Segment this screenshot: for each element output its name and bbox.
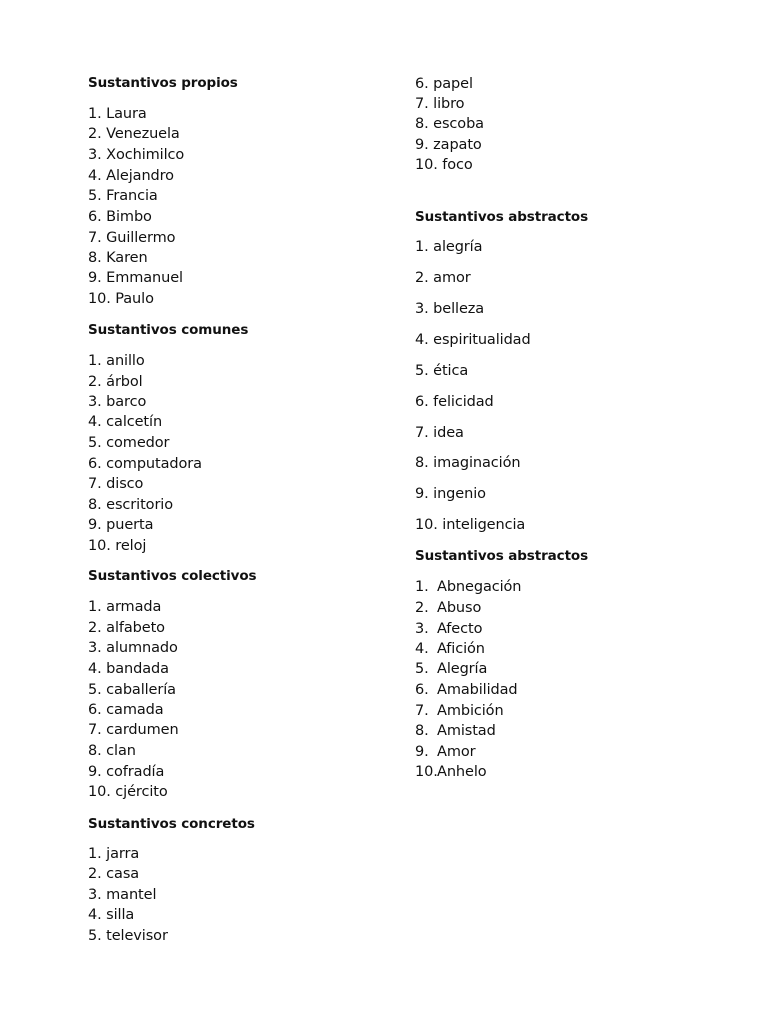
list-item xyxy=(415,237,482,257)
item-number: 6. xyxy=(415,76,429,92)
item-text: anillo xyxy=(106,353,145,369)
item-text: felicidad xyxy=(433,394,494,410)
item-number: 9. xyxy=(415,744,429,760)
list-item xyxy=(88,659,169,679)
list-item xyxy=(415,155,473,175)
item-number: 3. xyxy=(88,147,102,163)
item-number: 3. xyxy=(415,621,429,637)
list-item xyxy=(88,864,139,884)
item-text: Alegría xyxy=(437,661,488,677)
list-item xyxy=(415,135,482,155)
list-item xyxy=(88,248,148,268)
list-item xyxy=(415,299,484,319)
list-item xyxy=(88,844,139,864)
item-number: 5. xyxy=(415,661,429,677)
item-text: cardumen xyxy=(106,722,179,738)
list-item xyxy=(88,885,156,905)
item-number: 6. xyxy=(88,209,102,225)
list-item xyxy=(88,289,154,309)
item-text: foco xyxy=(442,157,473,173)
item-number: 10. xyxy=(88,291,111,307)
item-number: 4. xyxy=(415,641,429,657)
item-number: 10. xyxy=(88,784,111,800)
item-number: 7. xyxy=(415,425,429,441)
item-text: Ambición xyxy=(437,703,504,719)
item-text: puerta xyxy=(106,517,154,533)
list-item xyxy=(415,721,496,741)
item-number: 5. xyxy=(88,188,102,204)
item-text: Amabilidad xyxy=(437,682,518,698)
item-text: Karen xyxy=(106,250,148,266)
item-text: cofradía xyxy=(106,764,165,780)
item-number: 3. xyxy=(88,887,102,903)
item-number: 2. xyxy=(88,126,102,142)
item-number: 7. xyxy=(88,476,102,492)
item-text: alfabeto xyxy=(106,620,165,636)
item-number: 10. xyxy=(88,538,111,554)
item-number: 6. xyxy=(415,394,429,410)
item-text: Emmanuel xyxy=(106,270,183,286)
item-number: 6. xyxy=(88,702,102,718)
list-item xyxy=(88,104,147,124)
item-number: 9. xyxy=(88,270,102,286)
item-number: 9. xyxy=(415,486,429,502)
item-text: Abnegación xyxy=(437,579,522,595)
item-text: imaginación xyxy=(433,455,521,471)
item-number: 10. xyxy=(415,157,438,173)
item-number: 3. xyxy=(415,301,429,317)
list-item xyxy=(415,680,518,700)
item-text: cjército xyxy=(115,784,168,800)
item-text: Amor xyxy=(437,744,476,760)
item-text: Bimbo xyxy=(106,209,152,225)
item-text: ética xyxy=(433,363,469,379)
item-number: 6. xyxy=(415,682,429,698)
item-text: amor xyxy=(433,270,471,286)
item-text: árbol xyxy=(106,374,143,390)
item-text: Amistad xyxy=(437,723,496,739)
item-number: 1. xyxy=(415,579,429,595)
item-number: 1. xyxy=(88,846,102,862)
list-item xyxy=(415,74,473,94)
item-text: mantel xyxy=(106,887,157,903)
list-item xyxy=(415,762,487,782)
item-number: 2. xyxy=(415,270,429,286)
item-text: clan xyxy=(106,743,136,759)
item-text: televisor xyxy=(106,928,168,944)
item-number: 8. xyxy=(415,723,429,739)
item-number: 3. xyxy=(88,394,102,410)
section-heading-propios: Sustantivos propios xyxy=(88,75,238,91)
list-item xyxy=(415,701,504,721)
item-text: silla xyxy=(106,907,135,923)
item-number: 5. xyxy=(88,435,102,451)
list-item xyxy=(88,597,161,617)
list-item xyxy=(88,700,164,720)
list-item xyxy=(415,392,494,412)
item-text: alumnado xyxy=(106,640,178,656)
list-item xyxy=(88,268,183,288)
list-item xyxy=(88,762,164,782)
item-text: espiritualidad xyxy=(433,332,531,348)
item-text: ingenio xyxy=(433,486,486,502)
item-number: 4. xyxy=(88,907,102,923)
list-item xyxy=(415,114,484,134)
item-text: computadora xyxy=(106,456,202,472)
item-number: 9. xyxy=(88,517,102,533)
item-number: 7. xyxy=(88,230,102,246)
list-item xyxy=(88,741,136,761)
list-item xyxy=(88,536,146,556)
list-item xyxy=(88,720,179,740)
item-number: 2. xyxy=(415,600,429,616)
item-number: 3. xyxy=(88,640,102,656)
list-item xyxy=(415,484,486,504)
item-text: Venezuela xyxy=(106,126,180,142)
item-text: comedor xyxy=(106,435,170,451)
list-item xyxy=(88,351,145,371)
item-text: escritorio xyxy=(106,497,174,513)
list-item xyxy=(415,268,471,288)
item-number: 4. xyxy=(88,661,102,677)
item-text: reloj xyxy=(115,538,147,554)
item-text: Anhelo xyxy=(437,764,487,780)
list-item xyxy=(88,926,168,946)
list-item xyxy=(88,228,175,248)
item-text: alegría xyxy=(433,239,483,255)
list-item xyxy=(88,124,180,144)
item-text: Alejandro xyxy=(106,168,174,184)
list-item xyxy=(88,474,143,494)
list-item xyxy=(88,145,184,165)
item-number: 10. xyxy=(415,517,438,533)
item-text: Laura xyxy=(106,106,147,122)
item-text: papel xyxy=(433,76,473,92)
list-item xyxy=(415,423,464,443)
item-number: 1. xyxy=(88,353,102,369)
item-text: idea xyxy=(433,425,464,441)
item-number: 4. xyxy=(415,332,429,348)
item-text: camada xyxy=(106,702,164,718)
list-item xyxy=(88,680,176,700)
item-number: 9. xyxy=(415,137,429,153)
item-number: 2. xyxy=(88,374,102,390)
section-heading-colectivos: Sustantivos colectivos xyxy=(88,568,257,584)
list-item xyxy=(415,330,531,350)
item-number: 1. xyxy=(88,106,102,122)
item-number: 7. xyxy=(88,722,102,738)
item-text: disco xyxy=(106,476,144,492)
list-item xyxy=(88,186,158,206)
list-item xyxy=(88,638,178,658)
item-text: Francia xyxy=(106,188,158,204)
item-number: 2. xyxy=(88,866,102,882)
list-item xyxy=(415,577,521,597)
item-text: escoba xyxy=(433,116,484,132)
item-text: libro xyxy=(433,96,465,112)
item-text: Paulo xyxy=(115,291,154,307)
item-text: Xochimilco xyxy=(106,147,185,163)
list-item xyxy=(88,392,146,412)
section-heading-abstractos-2: Sustantivos abstractos xyxy=(415,548,589,564)
item-number: 4. xyxy=(88,414,102,430)
item-number: 5. xyxy=(88,682,102,698)
item-number: 7. xyxy=(415,703,429,719)
list-item xyxy=(88,905,134,925)
item-number: 2. xyxy=(88,620,102,636)
item-number: 4. xyxy=(88,168,102,184)
list-item xyxy=(88,782,168,802)
item-text: caballería xyxy=(106,682,176,698)
section-heading-abstractos: Sustantivos abstractos xyxy=(415,209,589,225)
item-text: armada xyxy=(106,599,162,615)
list-item xyxy=(88,207,152,227)
list-item xyxy=(415,598,481,618)
list-item xyxy=(415,619,482,639)
item-number: 8. xyxy=(88,497,102,513)
list-item xyxy=(415,659,487,679)
item-text: Guillermo xyxy=(106,230,176,246)
item-number: 9. xyxy=(88,764,102,780)
item-text: casa xyxy=(106,866,140,882)
section-heading-comunes: Sustantivos comunes xyxy=(88,322,249,338)
list-item xyxy=(88,495,173,515)
item-text: Abuso xyxy=(437,600,482,616)
list-item xyxy=(88,433,169,453)
item-text: calcetín xyxy=(106,414,163,430)
list-item xyxy=(415,453,520,473)
item-number: 7. xyxy=(415,96,429,112)
list-item xyxy=(88,515,153,535)
section-heading-concretos: Sustantivos concretos xyxy=(88,816,255,832)
item-number: 8. xyxy=(88,250,102,266)
item-text: zapato xyxy=(433,137,482,153)
list-item xyxy=(415,94,464,114)
list-item xyxy=(415,742,475,762)
item-number: 8. xyxy=(415,455,429,471)
item-text: bandada xyxy=(106,661,169,677)
list-item xyxy=(88,618,165,638)
item-text: belleza xyxy=(433,301,485,317)
item-text: Afecto xyxy=(437,621,483,637)
list-item xyxy=(415,639,485,659)
list-item xyxy=(415,361,468,381)
item-text: jarra xyxy=(106,846,140,862)
item-text: inteligencia xyxy=(442,517,526,533)
item-number: 6. xyxy=(88,456,102,472)
item-number: 1. xyxy=(88,599,102,615)
item-text: barco xyxy=(106,394,147,410)
list-item xyxy=(415,515,525,535)
list-item xyxy=(88,166,174,186)
item-number: 8. xyxy=(88,743,102,759)
list-item xyxy=(88,412,162,432)
item-text: Afición xyxy=(437,641,485,657)
item-number: 5. xyxy=(415,363,429,379)
item-number: 8. xyxy=(415,116,429,132)
item-number: 5. xyxy=(88,928,102,944)
item-number: 1. xyxy=(415,239,429,255)
list-item xyxy=(88,454,202,474)
item-number: 10. xyxy=(415,764,438,780)
list-item xyxy=(88,372,143,392)
